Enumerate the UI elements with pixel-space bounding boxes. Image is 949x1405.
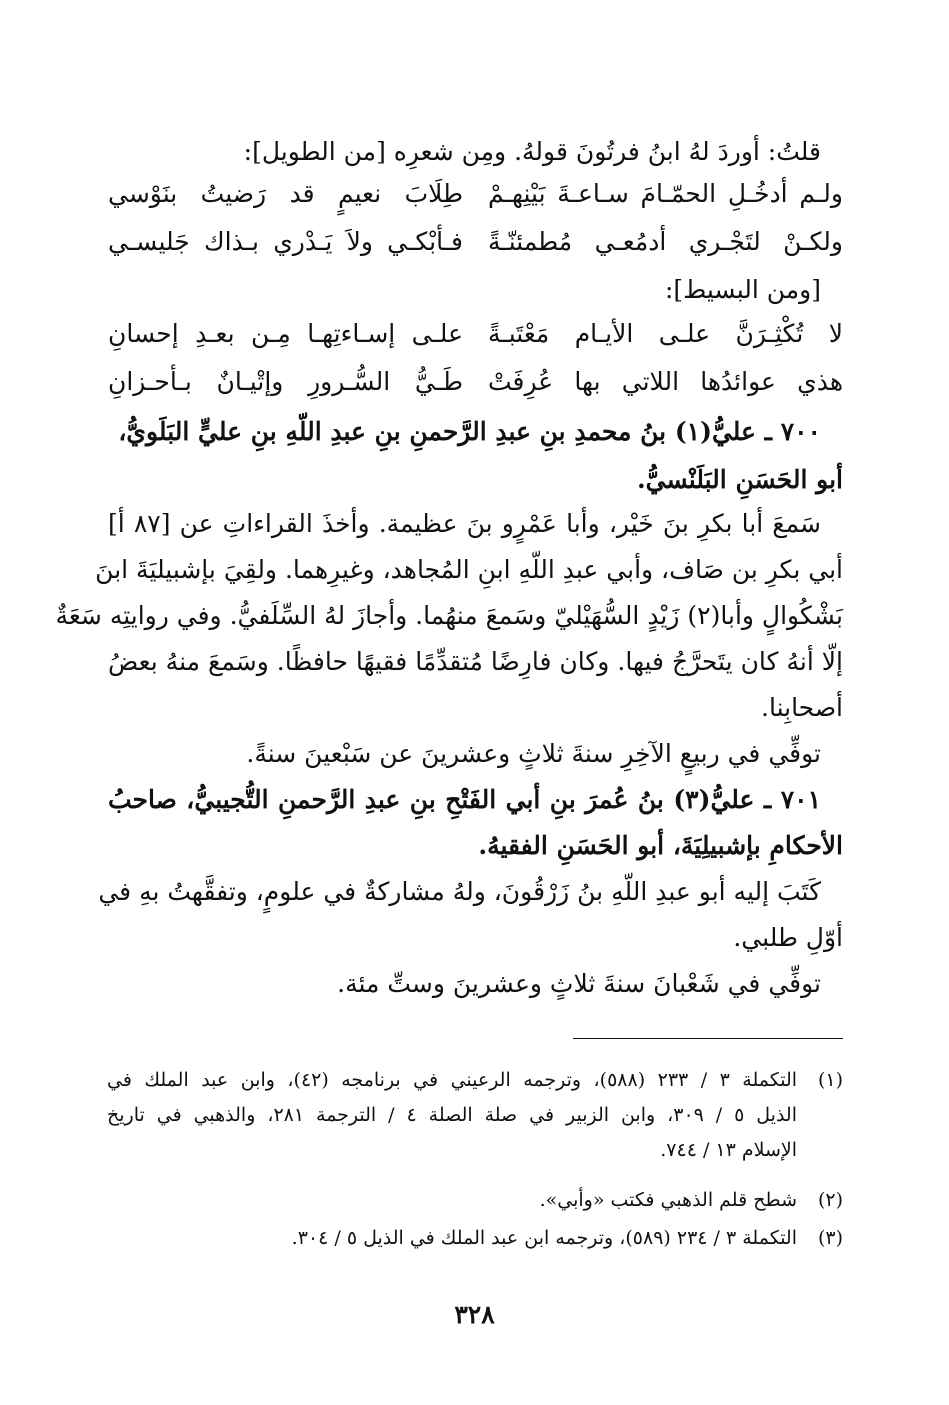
poem1-verse1-first-hemistich: ولـم أدخُـلِ الحمّـامَ سـاعـةَ بَيْنِهـمْ — [488, 179, 843, 208]
entry701-heading-line2: الأحكامِ بإشبيلِيَةَ، أبو الحَسَنِ الفقيهُ. — [478, 831, 843, 860]
poem2-verse1-first-hemistich: لا تُكْثِـرَنَّ علـى الأيـام مَعْتَبـةً — [488, 319, 843, 348]
entry701-body-line1: كَتَبَ إليه أبو عبدِ اللّهِ بنُ زَرْقُونَ، ولهُ مشاركةٌ في علومٍ، وتفقَّهتُ بهِ في — [98, 877, 821, 906]
poem1-verse1-second-hemistich: طِلَابَ نعيمٍ قد رَضيتُ بنَوْسي — [108, 179, 463, 208]
intro-line: قلتُ: أوردَ لهُ ابنُ فرتُونَ قولهُ. ومِن شعرِه [من الطويل]: — [243, 137, 821, 166]
poem2-verse2-second-hemistich: طَـيُّ السُّـرورِ وإتْيـانٌ بـأحـزانِ — [108, 367, 463, 396]
footnote-2-number: (٢) — [817, 1189, 843, 1211]
entry700-heading-line2: أبو الحَسَنِ البَلَنْسيُّ. — [636, 465, 843, 494]
entry701-death: توفِّي في شَعْبانَ سنةَ ثلاثٍ وعشرينَ وستِّ مئة. — [337, 969, 821, 998]
entry700-heading-line1: ٧٠٠ ـ عليُّ(١) بنُ محمدِ بنِ عبدِ الرَّحمنِ بنِ عبدِ اللّهِ بنِ عليٍّ البَلَويُّ، — [118, 417, 821, 446]
entry700-body-line2: أبي بكرِ بن صَاف، وأبي عبدِ اللّهِ ابنِ المُجاهد، وغيرِهما. ولقِيَ بإشبيليَةَ ابنَ — [95, 555, 843, 584]
page-number: ٣٢٨ — [454, 1300, 495, 1329]
entry700-body-line5: أصحابِنا. — [761, 693, 843, 722]
poem1-verse2-second-hemistich: فـأبْكـي ولاَ يَـدْري بـذاك جَليسـي — [108, 227, 463, 256]
footnote-3-line1: التكملة ٣ / ٢٣٤ (٥٨٩)، وترجمه ابن عبد الملك في الذيل ٥ / ٣٠٤. — [291, 1227, 797, 1249]
entry700-body-line3: بَشْكُوالٍ وأبا(٢) زَيْدٍ السُّهَيْليّ وسَمعَ منهُما. وأجازَ لهُ السِّلَفيُّ. وفي روايتِه سَعَةٌ — [55, 601, 843, 630]
poem2-verse1-second-hemistich: علـى إسـاءتِهـا مِـن بعـدِ إحسانِ — [108, 319, 463, 348]
footnote-2-line1: شطح قلم الذهبي فكتب «وأبي». — [539, 1189, 797, 1211]
entry700-body-line4: إلّا أنهُ كان يتَحرَّجُ فيها. وكان فارِضًا مُتقدِّمًا فقيهًا حافظًا. وسَمعَ منهُ بعضُ — [108, 647, 843, 676]
footnote-1-number: (١) — [817, 1069, 843, 1091]
entry701-heading-line1: ٧٠١ ـ عليُّ(٣) بنُ عُمرَ بنِ أبي الفَتْحِ بنِ عبدِ الرَّحمنِ التُّجيبيُّ، صاحبُ — [108, 785, 822, 814]
entry700-body-line1: سَمعَ أبا بكرِ بنَ خَيْر، وأبا عَمْرٍو بنَ عظيمة. وأخذَ القراءاتِ عن [٨٧ أ] — [108, 509, 821, 538]
poem1-verse2-first-hemistich: ولكـنْ لتَجْـري أدمُعـي مُطمئنّـةً — [488, 227, 843, 256]
poem2-meter-note: [ومن البسيط]: — [664, 275, 821, 304]
footnote-1-line3: الإسلام ١٣ / ٧٤٤. — [660, 1139, 797, 1161]
footnote-1-line2: الذيل ٥ / ٣٠٩، وابن الزبير في صلة الصلة ٤ / الترجمة ٢٨١، والذهبي في تاريخ — [107, 1104, 797, 1126]
poem2-verse2-first-hemistich: هذي عوائدُها اللاتي بها عُرِفَتْ — [488, 367, 843, 396]
footnote-separator — [573, 1038, 843, 1039]
entry701-body-line2: أوّلِ طلبي. — [733, 923, 843, 952]
footnote-3-number: (٣) — [817, 1227, 843, 1249]
entry700-death: توفِّي في ربيعٍ الآخِرِ سنةَ ثلاثٍ وعشرينَ عن سَبْعينَ سنةً. — [246, 739, 821, 768]
footnote-1-line1: التكملة ٣ / ٢٣٣ (٥٨٨)، وترجمه الرعيني في برنامجه (٤٢)، وابن عبد الملك في — [107, 1069, 798, 1091]
